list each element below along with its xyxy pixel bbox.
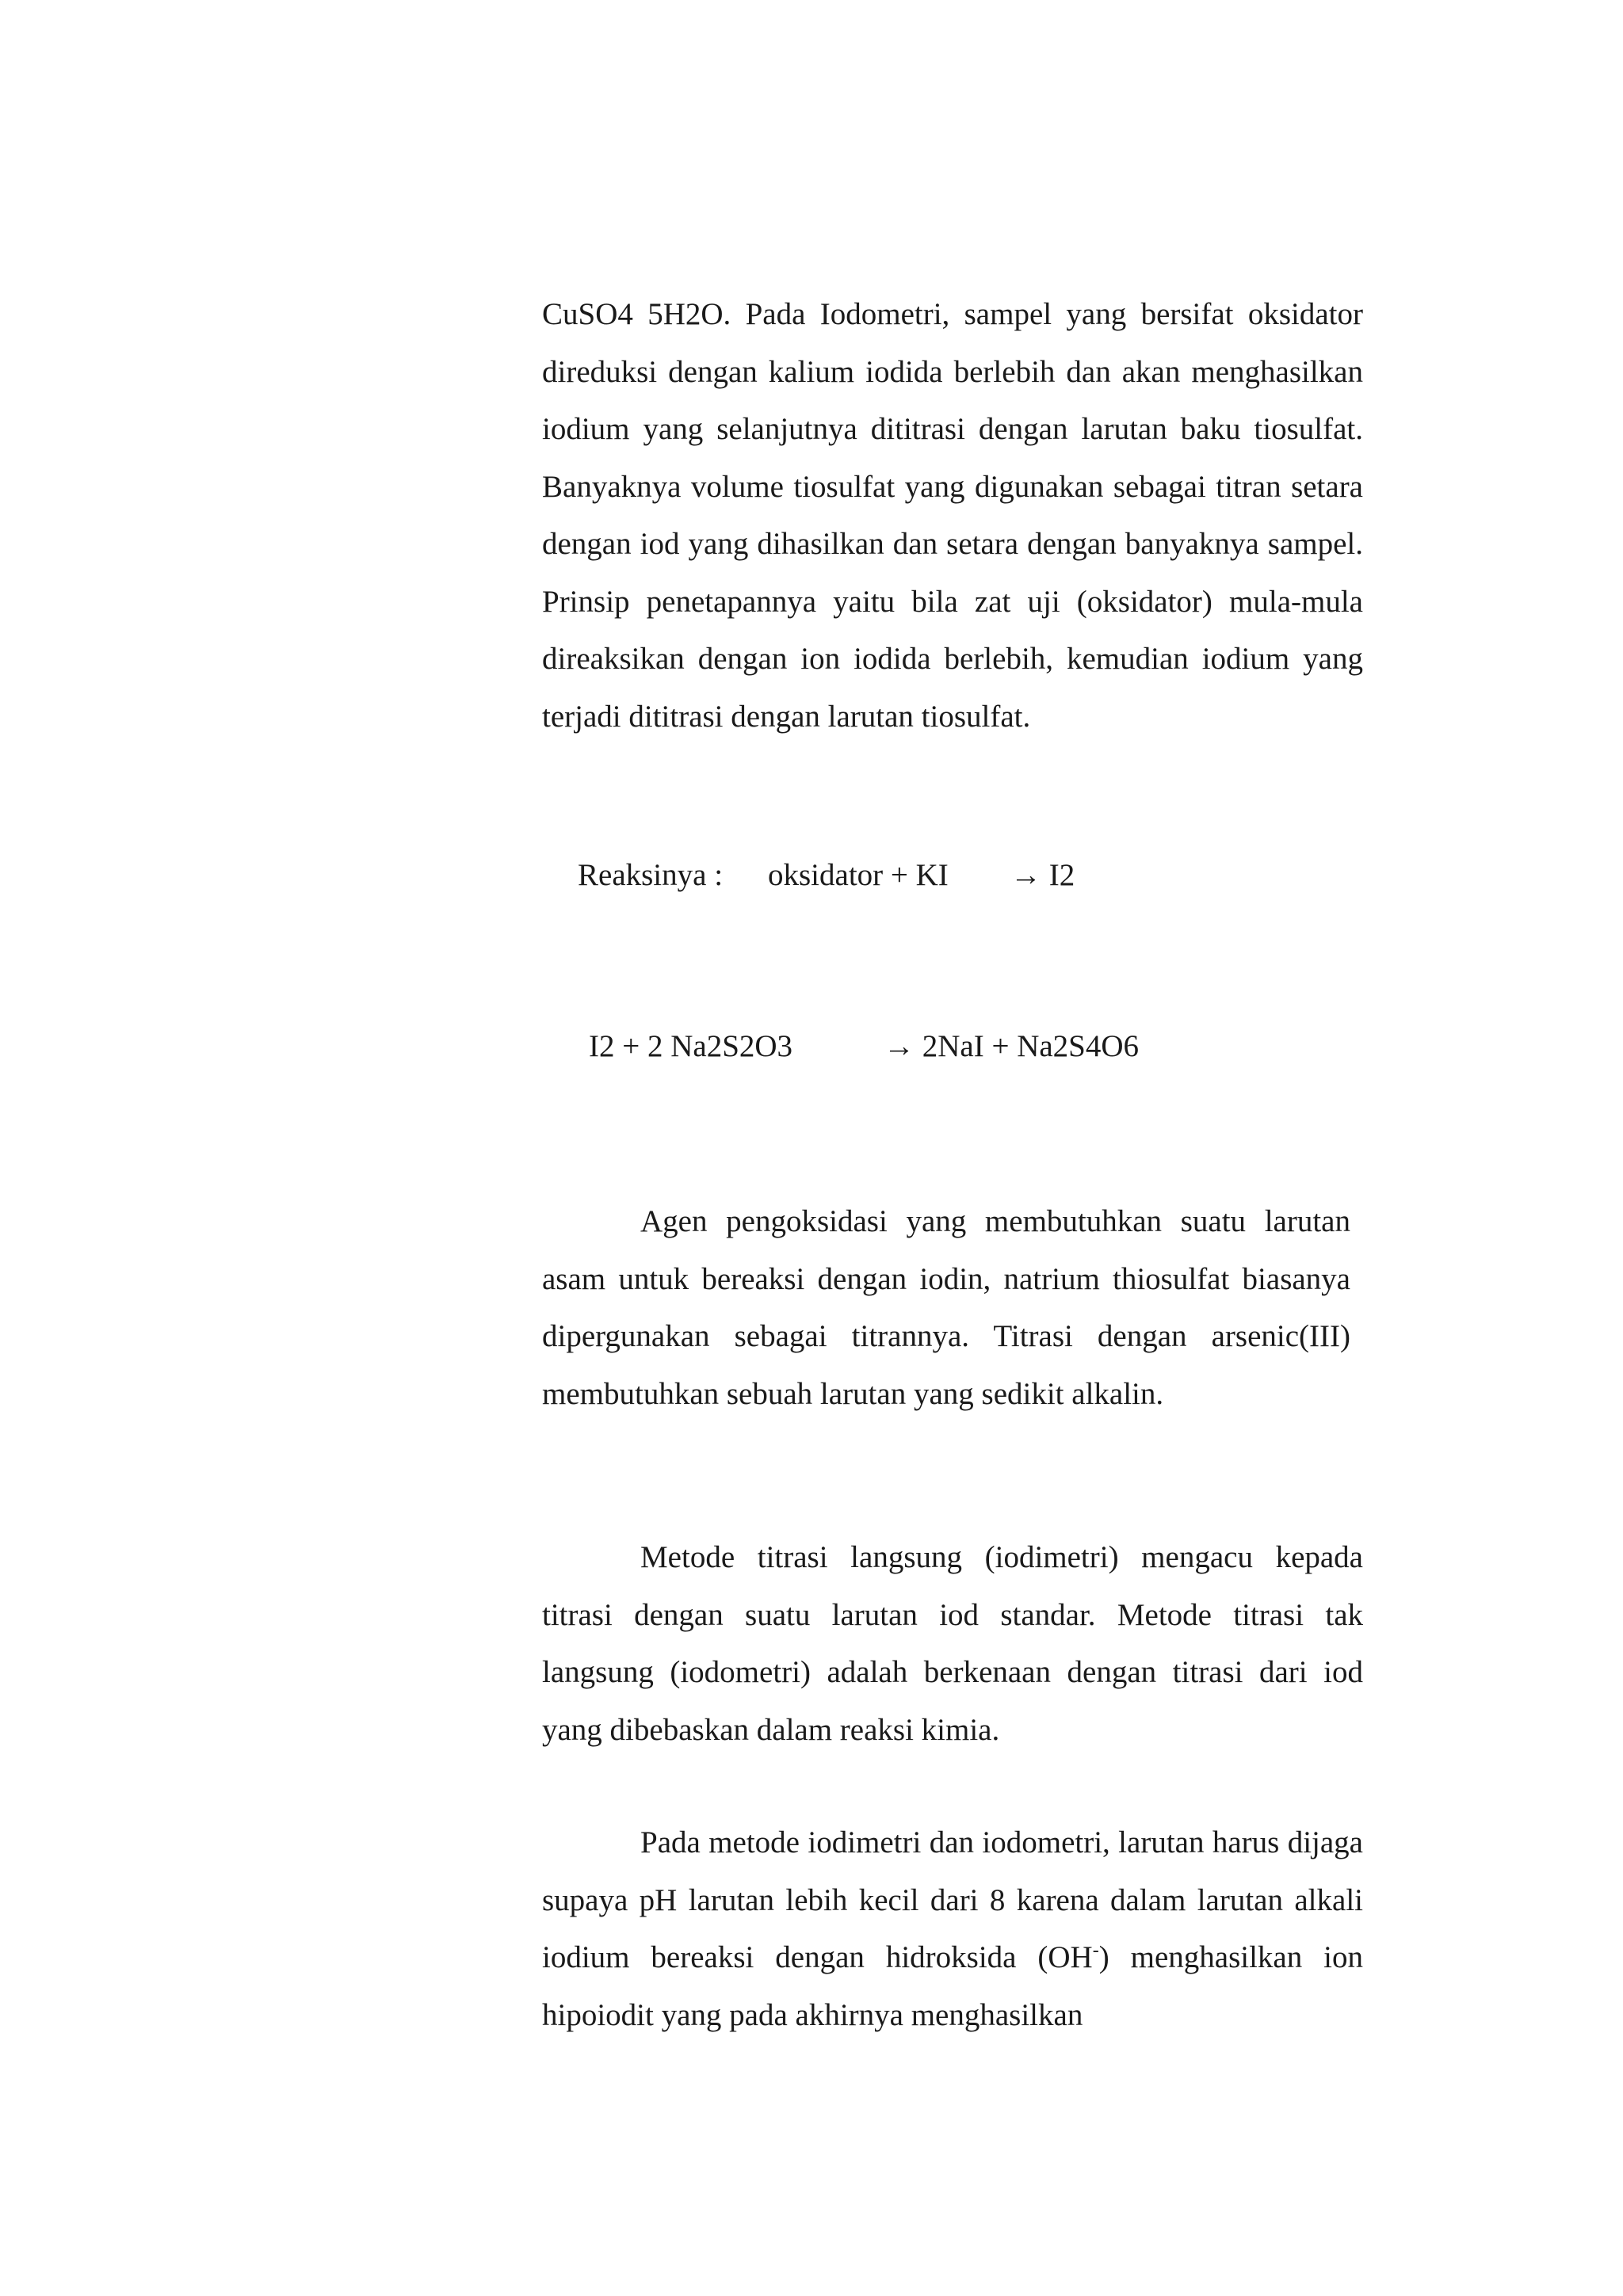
- superscript-minus: -: [1092, 1940, 1099, 1961]
- reaction-2-products: → 2NaI + Na2S4O6: [884, 1029, 1140, 1063]
- paragraph-iodometri-principle: CuSO4 5H2O. Pada Iodometri, sampel yang bersifat oksidator direduksi dengan kalium iodida berlebih dan akan menghasilkan iodium yang selanjutnya dititrasi dengan larutan baku tiosulfat. Banyaknya volume tiosulfat yang digunakan sebagai titran setara dengan iod yang dihasilkan dan setara dengan banyaknya sampel. Prinsip penetapannya yaitu bila zat uji (oksidator) mula-mula direaksikan dengan ion iodida berlebih, kemudian iodium yang terjadi dititrasi dengan larutan tiosulfat.: [542, 297, 1363, 734]
- reaction-label: Reaksinya :: [578, 858, 724, 892]
- reaction-1-reactants: oksidator + KI: [768, 858, 949, 892]
- paragraph-oxidizing-agent: Agen pengoksidasi yang membutuhkan suatu larutan asam untuk bereaksi dengan iodin, natrium thiosulfat biasanya dipergunakan sebagai titrannya. Titrasi dengan arsenic(III) membutuhkan sebuah larutan yang sedikit alkalin.: [542, 1204, 1350, 1411]
- paragraph-direct-indirect-titration: Metode titrasi langsung (iodimetri) mengacu kepada titrasi dengan suatu larutan iod standar. Metode titrasi tak langsung (iodometri) adalah berkenaan dengan titrasi dari iod yang dibebaskan dalam reaksi kimia.: [542, 1540, 1363, 1747]
- paragraph-ph-requirement: [542, 1814, 1363, 2044]
- paragraph-text: Pada metode iodimetri dan iodometri, larutan harus dijaga supaya pH larutan lebih kecil dari 8 karena dalam larutan alkali iodium bereaksi dengan hidroksida (OH: [542, 1825, 1363, 1974]
- reaction-1-products: → I2: [1010, 858, 1075, 892]
- paragraph-text-continued: ) menghasilkan ion hipoiodit yang pada akhirnya menghasilkan: [542, 1940, 1363, 2032]
- reaction-2-reactants: I2 + 2 Na2S2O3: [589, 1029, 793, 1063]
